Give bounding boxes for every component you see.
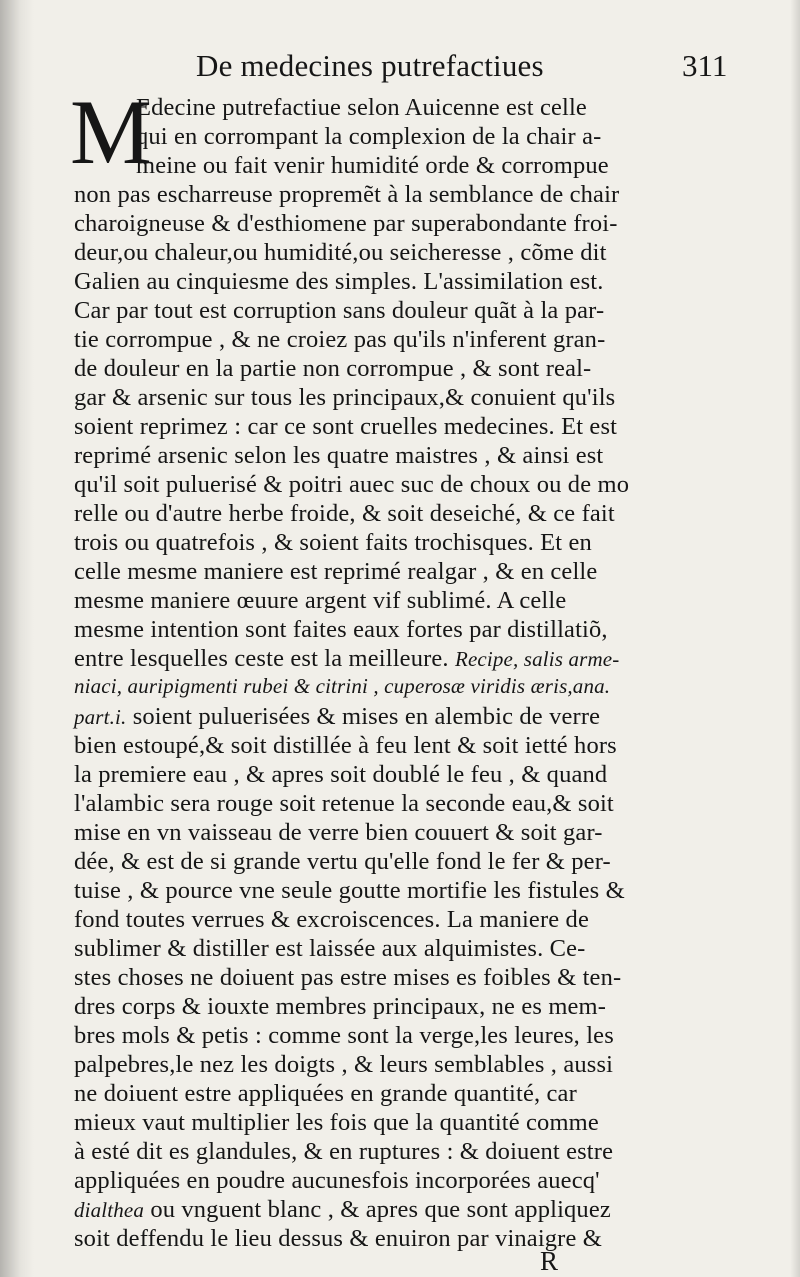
page-number: 311 [682, 48, 728, 83]
text-line: charoigneuse & d'esthiomene par superabondante froi- [74, 210, 618, 237]
latin-recipe-text: part.i. [74, 705, 127, 729]
text-segment: ou vnguent blanc , & apres que sont appliquez [150, 1196, 611, 1223]
text-segment: soient puluerisées & mises en alembic de verre [132, 703, 601, 730]
text-line: tie corrompue , & ne croiez pas qu'ils n'inferent gran- [74, 326, 606, 353]
gutter-shadow [0, 0, 34, 1277]
text-line: Edecine putrefactiue selon Auicenne est celle [136, 94, 587, 121]
text-line: bien estoupé,& soit distillée à feu lent & soit ietté hors [74, 732, 617, 759]
text-line: ne doiuent estre appliquées en grande quantité, car [74, 1080, 577, 1107]
text-line: mesme intention sont faites eaux fortes par distillatiõ, [74, 616, 608, 643]
text-line: palpebres,le nez les doigts , & leurs semblables , aussi [74, 1051, 614, 1078]
text-line: mieux vaut multiplier les fois que la quantité comme [74, 1109, 599, 1136]
text-line: de douleur en la partie non corrompue , & sont real- [74, 355, 592, 382]
text-line: Car par tout est corruption sans douleur quãt à la par- [74, 297, 605, 324]
edge-shadow [790, 0, 800, 1277]
text-line: relle ou d'autre herbe froide, & soit deseiché, & ce fait [74, 500, 615, 527]
latin-recipe-text: Recipe, salis arme- [454, 647, 620, 671]
text-segment: entre lesquelles ceste est la meilleure. [74, 645, 449, 672]
text-line: trois ou quatrefois , & soient faits trochisques. Et en [74, 529, 592, 556]
text-line: mise en vn vaisseau de verre bien couuert & soit gar- [74, 819, 603, 846]
text-line: appliquées en poudre aucunesfois incorporées auecq' [74, 1167, 600, 1194]
text-line [74, 1196, 611, 1224]
text-line: tuise , & pource vne seule goutte mortifie les fistules & [74, 877, 625, 904]
text-line: mesme maniere œuure argent vif sublimé. A celle [74, 587, 567, 614]
text-line: deur,ou chaleur,ou humidité,ou seicheresse , cõme dit [74, 239, 607, 266]
text-line: sublimer & distiller est laissée aux alquimistes. Ce- [74, 935, 586, 962]
latin-recipe-text: niaci, auripigmenti rubei & citrini , cuperosæ viridis æris,ana. [74, 674, 611, 698]
text-line: dée, & est de si grande vertu qu'elle fond le fer & per- [74, 848, 611, 875]
text-line: Galien au cinquiesme des simples. L'assimilation est. [74, 268, 604, 295]
text-line: qui en corrompant la complexion de la chair a- [136, 123, 602, 150]
text-line: soit deffendu le lieu dessus & enuiron par vinaigre & [74, 1225, 603, 1252]
text-line: la premiere eau , & apres soit doublé le feu , & quand [74, 761, 608, 788]
text-line: celle mesme maniere est reprimé realgar , & en celle [74, 558, 598, 585]
text-line: qu'il soit puluerisé & poitri auec suc de choux ou de mo [74, 471, 630, 498]
text-line: non pas escharreuse propremẽt à la semblance de chair [74, 181, 620, 208]
text-line: reprimé arsenic selon les quatre maistres , & ainsi est [74, 442, 604, 469]
text-line: stes choses ne doiuent pas estre mises es foibles & ten- [74, 964, 622, 991]
text-line: gar & arsenic sur tous les principaux,& conuient qu'ils [74, 384, 616, 411]
signature-mark: R [540, 1246, 559, 1276]
text-line: soient reprimez : car ce sont cruelles medecines. Et est [74, 413, 618, 440]
text-line: bres mols & petis : comme sont la verge,les leures, les [74, 1022, 614, 1049]
text-line: fond toutes verrues & excroiscences. La maniere de [74, 906, 589, 933]
text-line [74, 645, 619, 673]
italic-term: dialthea [74, 1198, 145, 1222]
text-line: dres corps & iouxte membres principaux, ne es mem- [74, 993, 607, 1020]
text-line [74, 703, 600, 731]
text-line: à esté dit es glandules, & en ruptures : & doiuent estre [74, 1138, 614, 1165]
running-title: De medecines putrefactiues [196, 48, 544, 83]
text-line: meine ou fait venir humidité orde & corrompue [136, 152, 609, 179]
drop-capital: M [70, 81, 152, 183]
text-line: l'alambic sera rouge soit retenue la seconde eau,& soit [74, 790, 614, 817]
